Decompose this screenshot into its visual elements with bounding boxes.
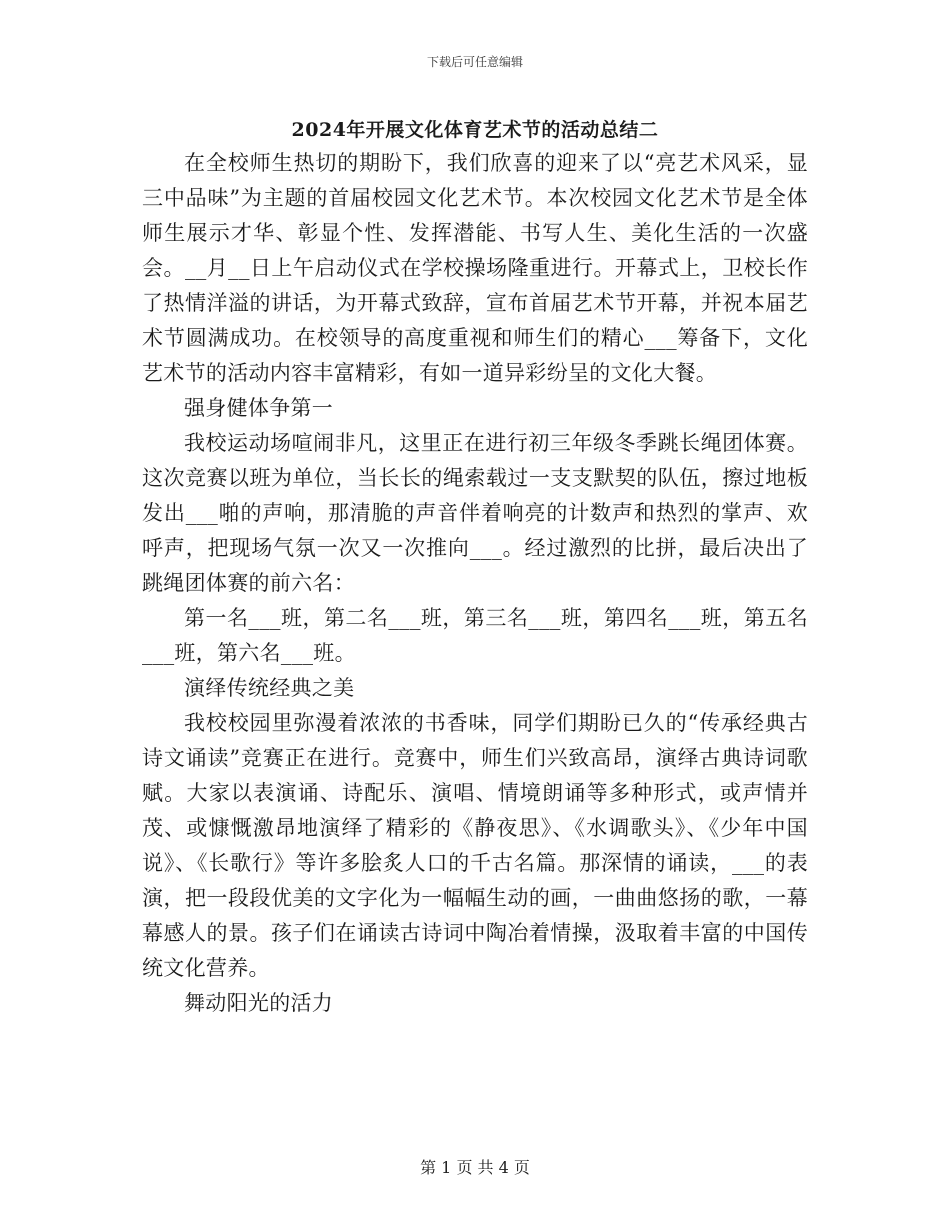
paragraph-recitation: 我校校园里弥漫着浓浓的书香味，同学们期盼已久的“传承经典古诗文诵读”竞赛正在进行。竞赛中，师生们兴致高昂，演绎古典诗词歌赋。大家以表演诵、诗配乐、演唱、情境朗诵等多种形式，或声情并茂、或慷慨激昂地演绎了精彩的《静夜思》、《水调歌头》、《少年中国说》、《长歌行》等许多脍炙人口的千古名篇。那深情的诵读，___的表演，把一段段优美的文字化为一幅幅生动的画，一曲曲悠扬的歌，一幕幕感人的景。孩子们在诵读古诗词中陶冶着情操，汲取着丰富的中国传统文化营养。 xyxy=(142,711,808,980)
document-title: 2024年开展文化体育艺术节的活动总结二 xyxy=(291,119,659,141)
paragraph-rankings: 第一名___班，第二名___班，第三名___班，第四名___班，第五名___班，第六名___班。 xyxy=(142,606,808,665)
document-body xyxy=(142,146,808,1021)
section-heading-classics: 演绎传统经典之美 xyxy=(184,676,355,700)
page-number: 第 1 页 共 4 页 xyxy=(420,1158,530,1177)
header-note: 下载后可任意编辑 xyxy=(426,55,523,69)
section-heading-dance: 舞动阳光的活力 xyxy=(184,991,334,1015)
section-heading-sports: 强身健体争第一 xyxy=(184,396,334,420)
paragraph-rope-skipping: 我校运动场喧闹非凡，这里正在进行初三年级冬季跳长绳团体赛。这次竞赛以班为单位，当长长的绳索载过一支支默契的队伍，擦过地板发出___啪的声响，那清脆的声音伴着响亮的计数声和热烈的掌声、欢呼声，把现场气氛一次又一次推向___。经过激烈的比拼，最后决出了跳绳团体赛的前六名： xyxy=(142,431,808,595)
paragraph-intro: 在全校师生热切的期盼下，我们欣喜的迎来了以“亮艺术风采，显三中品味”为主题的首届校园文化艺术节。本次校园文化艺术节是全体师生展示才华、彰显个性、发挥潜能、书写人生、美化生活的一次盛会。__月__日上午启动仪式在学校操场隆重进行。开幕式上，卫校长作了热情洋溢的讲话，为开幕式致辞，宣布首届艺术节开幕，并祝本届艺术节圆满成功。在校领导的高度重视和师生们的精心___筹备下，文化艺术节的活动内容丰富精彩，有如一道异彩纷呈的文化大餐。 xyxy=(142,151,808,385)
